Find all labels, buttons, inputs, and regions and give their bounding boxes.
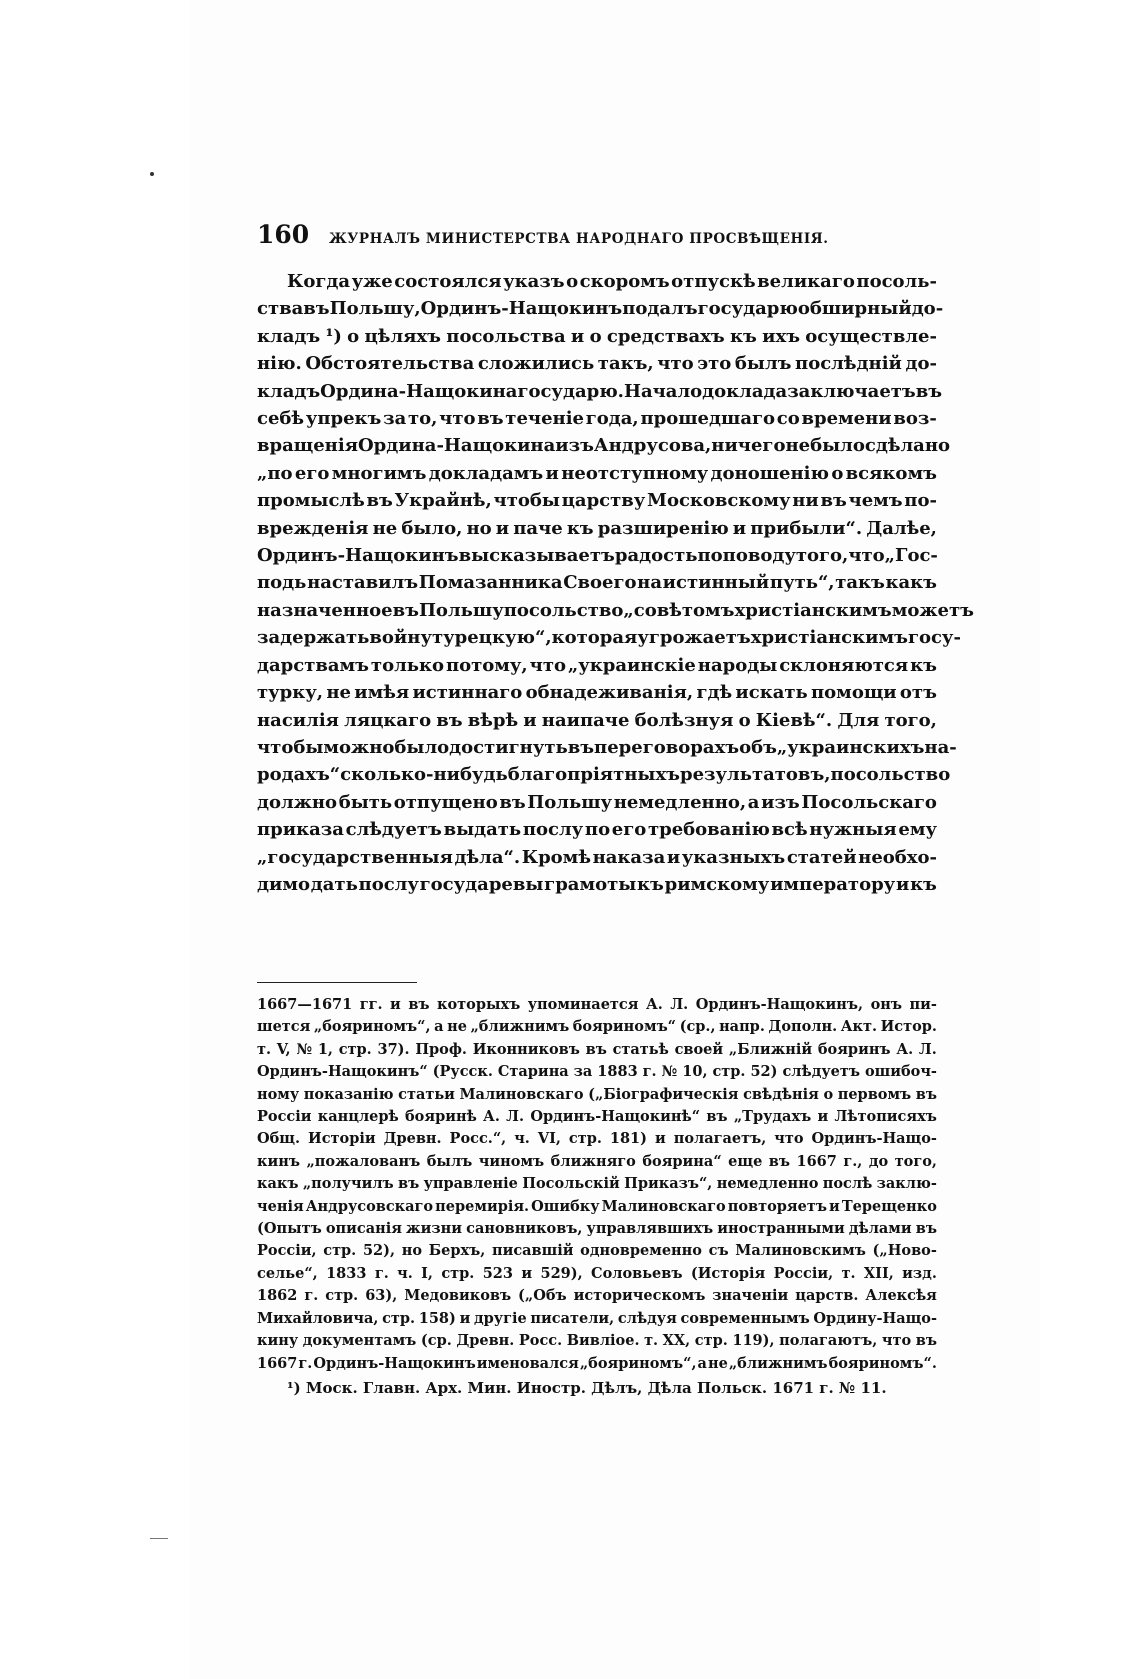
text-line: 1862 г. стр. 63), Медовиковъ („Объ историческомъ значеніи царств. Алексѣя <box>257 1287 937 1305</box>
footnote-rule <box>257 982 417 983</box>
text-line: насилія ляцкаго въ вѣрѣ и наипаче болѣзнуя о Кіевѣ“. Для того, <box>257 709 937 731</box>
text-line: „государственныя дѣла“. Кромѣ наказа и указныхъ статей необхо- <box>257 846 937 868</box>
text-line: ному показанію статьи Малиновскаго („Біографическія свѣдѣнія о первомъ въ <box>257 1085 937 1103</box>
scan-mark <box>150 1538 168 1539</box>
text-line: шется „бояриномъ“, а не „ближнимъ бояриномъ“ (ср., напр. Дополн. Акт. Истор. <box>257 1018 937 1036</box>
text-line: 1667—1671 гг. и въ которыхъ упоминается А. Л. Ординъ-Нащокинъ, онъ пи- <box>257 996 937 1013</box>
text-line: приказа слѣдуетъ выдать послу по его требованію всѣ нужныя ему <box>257 819 937 841</box>
text-line: турку, не имѣя истиннаго обнадеживанія, гдѣ искать помощи отъ <box>257 682 937 704</box>
page-number: 160 <box>257 220 310 249</box>
text-line: Ординъ-Нащокинъ“ (Русск. Старина за 1883 г. № 10, стр. 52) слѣдуетъ ошибоч- <box>257 1063 937 1081</box>
text-line: подь наставилъ Помазанника Своего на истинный путь“, такъ какъ <box>257 572 937 594</box>
running-title: ЖУРНАЛЪ МИНИСТЕРСТВА НАРОДНАГО ПРОСВѢЩЕНІЯ. <box>329 231 829 247</box>
main-text <box>257 268 974 898</box>
text-line: 1667 г. Ординъ-Нащокинъ именовался „бояриномъ“, а не „ближнимъ бояриномъ“. <box>257 1354 937 1372</box>
footnote-1: ¹) Моск. Главн. Арх. Мин. Иностр. Дѣлъ, Дѣла Польск. 1671 г. № 11. <box>287 1378 887 1397</box>
text-line: Общ. Исторіи Древн. Росс.“, ч. VI, стр. 181) и полагаетъ, что Ординъ-Нащо- <box>257 1130 937 1148</box>
text-line: нію. Обстоятельства сложились такъ, что это былъ послѣдній до- <box>257 353 937 375</box>
footnote-continuation <box>257 994 937 1375</box>
text-line: кинъ „пожалованъ былъ чиномъ ближняго боярина“ еще въ 1667 г., до того, <box>257 1152 937 1170</box>
text-line: Россіи канцлерѣ бояринѣ А. Л. Ординъ-Нащокинѣ“ въ „Трудахъ и Лѣтописяхъ <box>257 1108 937 1126</box>
text-line: Когда уже состоялся указъ о скоромъ отпускѣ великаго посоль- <box>287 271 937 292</box>
text-line: „по его многимъ докладамъ и неотступному доношенію о всякомъ <box>257 462 937 484</box>
text-line: промыслѣ въ Украйнѣ, чтобы царству Московскому ни въ чемъ по- <box>257 490 937 512</box>
text-line: селье“, 1833 г. ч. I, стр. 523 и 529), Соловьевъ (Исторія Россіи, т. XII, изд. <box>257 1264 937 1282</box>
text-line: врежденія не было, но и паче къ разширенію и прибыли“. Далѣе, <box>257 517 937 539</box>
text-line: Россіи, стр. 52), но Берхъ, писавшій одновременно съ Малиновскимъ („Ново- <box>257 1242 937 1260</box>
text-line: родахъ“ сколько-нибудь благопріятныхъ результатовъ, посольство <box>257 764 951 786</box>
text-line: вращенія Ордина-Нащокина изъ Андрусова, ничего не было сдѣлано <box>257 435 951 457</box>
text-line: задержать войну турецкую“, которая угрожаетъ христіанскимъ госу- <box>257 627 961 649</box>
text-line: т. V, № 1, стр. 37). Проф. Иконниковъ въ статьѣ своей „Ближній бояринъ А. Л. <box>257 1040 937 1058</box>
footnotes <box>257 994 937 1399</box>
text-line: (Опытъ описанія жизни сановниковъ, управлявшихъ иностранными дѣлами въ <box>257 1220 937 1238</box>
scan-speck <box>150 172 154 176</box>
text-line: чтобы можно было достигнуть въ переговорахъ объ „украинскихъ на- <box>257 736 957 758</box>
text-line: Михайловича, стр. 158) и другіе писатели, слѣдуя современнымъ Ордину-Нащо- <box>257 1309 937 1327</box>
text-line: кину документамъ (ср. Древн. Росс. Вивліое. т. XX, стр. 119), полагаютъ, что въ <box>257 1332 937 1350</box>
text-line: кладъ ¹) о цѣляхъ посольства и о средствахъ къ ихъ осуществле- <box>257 325 937 347</box>
text-line: какъ „получилъ въ управленіе Посольскій Приказъ“, немедленно послѣ заклю- <box>257 1175 937 1193</box>
text-line: назначенное въ Польшу посольство „совѣтомъ христіанскимъ можетъ <box>257 599 974 621</box>
page-header <box>257 220 917 249</box>
text-line: должно быть отпущено въ Польшу немедленно, а изъ Посольскаго <box>257 791 937 813</box>
text-line: себѣ упрекъ за то, что въ теченіе года, прошедшаго со времени воз- <box>257 408 937 430</box>
text-line: димо дать послу государевы грамоты къ римскому императору и къ <box>257 873 937 895</box>
text-line: кладъ Ордина-Нащокина государю. Начало доклада заключаетъ въ <box>257 380 943 402</box>
text-line: ства въ Польшу, Ординъ-Нащокинъ подалъ государю обширный до- <box>257 298 944 320</box>
text-line: Ординъ-Нащокинъ высказываетъ радость по поводу того, что „Гос- <box>257 545 938 567</box>
text-line: дарствамъ только потому, что „украинскіе народы склоняются къ <box>257 654 937 676</box>
text-line: ченія Андрусовскаго перемирія. Ошибку Малиновскаго повторяетъ и Терещенко <box>257 1197 937 1215</box>
